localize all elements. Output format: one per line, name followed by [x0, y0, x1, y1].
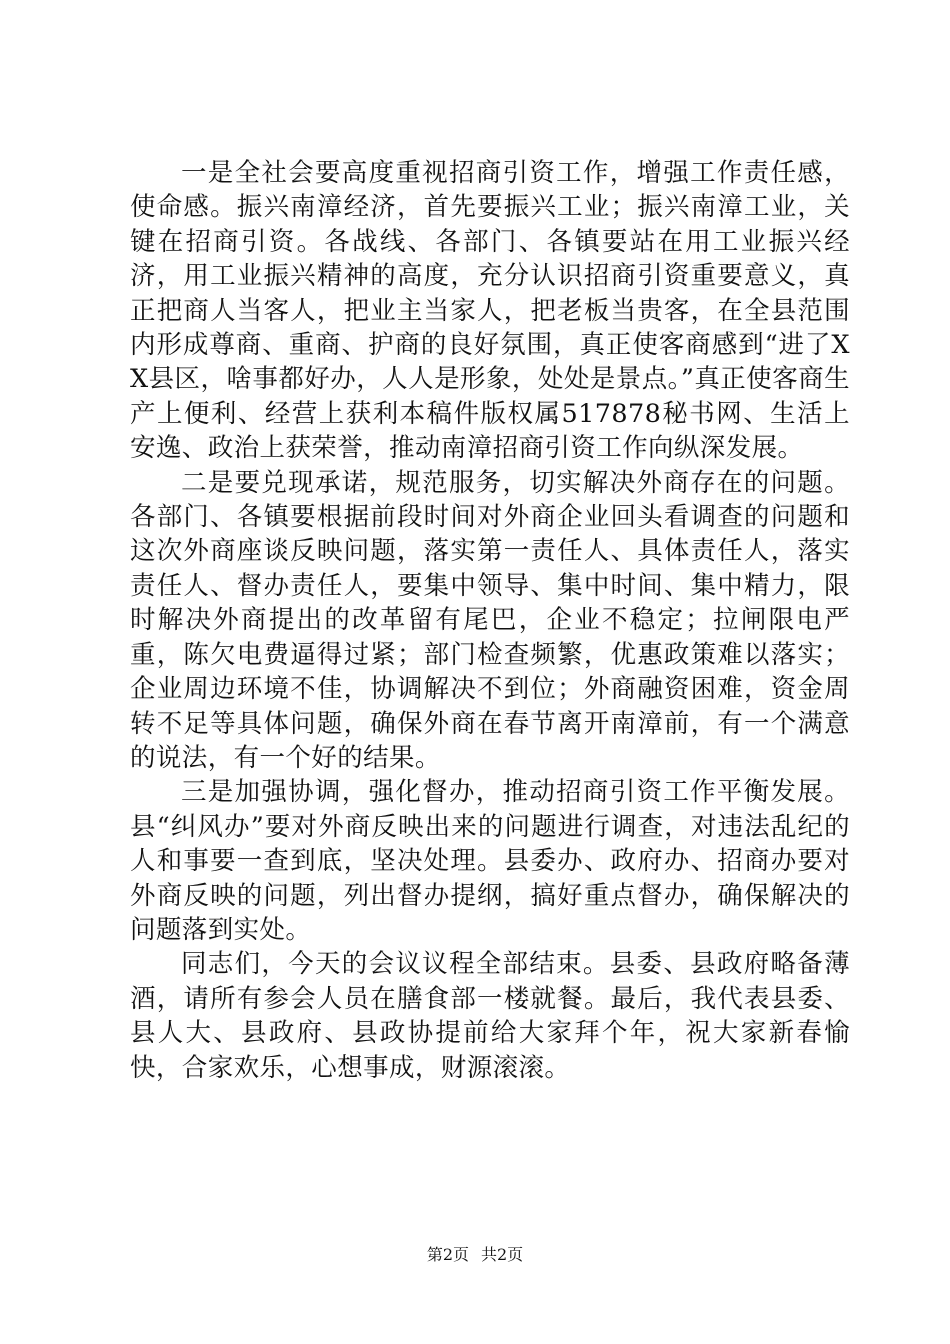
paragraph-2: 二是要兑现承诺，规范服务，切实解决外商存在的问题。各部门、各镇要根据前段时间对外商企业回头看调查的问题和这次外商座谈反映问题，落实第一责任人、具体责任人，落实责任人、督办责任人，要集中领导、集中时间、集中精力，限时解决外商提出的改革留有尾巴，企业不稳定；拉闸限电严重，陈欠电费逼得过紧；部门检查频繁，优惠政策难以落实；企业周边环境不佳，协调解决不到位；外商融资困难，资金周转不足等具体问题，确保外商在春节离开南漳前，有一个满意的说法，有一个好的结果。 [130, 467, 850, 773]
paragraph-3: 三是加强协调，强化督办，推动招商引资工作平衡发展。县“纠风办”要对外商反映出来的问题进行调查，对违法乱纪的人和事要一查到底，坚决处理。县委办、政府办、招商办要对外商反映的问题，列出督办提纲，搞好重点督办，确保解决的问题落到实处。 [130, 777, 850, 945]
page-footer [0, 1245, 950, 1265]
page-count: 共2页 [481, 1245, 524, 1264]
document-body [130, 156, 850, 1085]
paragraph-1: 一是全社会要高度重视招商引资工作，增强工作责任感，使命感。振兴南漳经济，首先要振兴工业；振兴南漳工业，关键在招商引资。各战线、各部门、各镇要站在用工业振兴经济，用工业振兴精神的高度，充分认识招商引资重要意义，真正把商人当客人，把业主当家人，把老板当贵客，在全县范围内形成尊商、重商、护商的良好氛围，真正使客商感到“进了XX县区，啥事都好办，人人是形象，处处是景点。”真正使客商生产上便利、经营上获利本稿件版权属517878秘书网、生活上安逸、政治上获荣誉，推动南漳招商引资工作向纵深发展。 [130, 158, 850, 464]
paragraph-4: 同志们，今天的会议议程全部结束。县委、县政府略备薄酒，请所有参会人员在膳食部一楼就餐。最后，我代表县委、县人大、县政府、县政协提前给大家拜个年，祝大家新春愉快，合家欢乐，心想事成，财源滚滚。 [130, 949, 850, 1083]
page-number: 第2页 [426, 1245, 469, 1264]
